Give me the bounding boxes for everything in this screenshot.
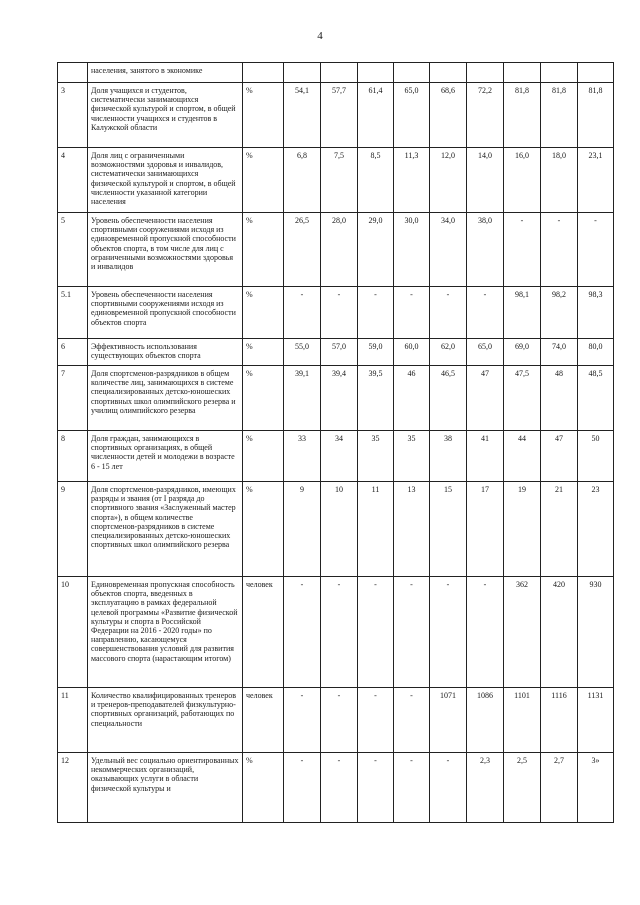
value-cell: 72,2 — [467, 83, 504, 148]
indicator-name-cell: Доля спортсменов-разрядников, имеющих разряды и звания (от I разряда до спортивного звания «Заслуженный мастер спорта»), в общем количестве спортсменов-разрядников в системе специализированных детско-юношеских спортивных школ олимпийского резерва — [88, 482, 243, 577]
unit-cell: % — [243, 83, 284, 148]
unit-cell: % — [243, 287, 284, 339]
value-cell: 930 — [578, 577, 614, 688]
value-cell: 7,5 — [321, 148, 358, 213]
indicator-name-cell: Доля учащихся и студентов, систематически занимающихся физической культурой и спортом, в общей численности учащихся и студентов в Калужской области — [88, 83, 243, 148]
row-number-cell: 6 — [58, 339, 88, 366]
value-cell: 17 — [467, 482, 504, 577]
unit-cell: человек — [243, 688, 284, 753]
value-cell: 28,0 — [321, 213, 358, 287]
value-cell: 34 — [321, 431, 358, 482]
row-number-cell: 7 — [58, 366, 88, 431]
value-cell: 12,0 — [430, 148, 467, 213]
value-cell: 98,2 — [541, 287, 578, 339]
table-row — [58, 339, 614, 366]
value-cell: - — [284, 287, 321, 339]
value-cell: 30,0 — [394, 213, 430, 287]
unit-cell: % — [243, 482, 284, 577]
value-cell: 81,8 — [578, 83, 614, 148]
value-cell: 362 — [504, 577, 541, 688]
value-cell: - — [321, 577, 358, 688]
value-cell: - — [578, 213, 614, 287]
value-cell — [321, 63, 358, 83]
value-cell: - — [358, 287, 394, 339]
value-cell: 81,8 — [541, 83, 578, 148]
indicator-name-cell: населения, занятого в экономике — [88, 63, 243, 83]
row-number-cell: 4 — [58, 148, 88, 213]
value-cell: - — [430, 577, 467, 688]
value-cell: 29,0 — [358, 213, 394, 287]
value-cell: 44 — [504, 431, 541, 482]
value-cell: 47 — [541, 431, 578, 482]
value-cell: - — [321, 753, 358, 823]
value-cell: 35 — [358, 431, 394, 482]
value-cell: 38,0 — [467, 213, 504, 287]
value-cell: 74,0 — [541, 339, 578, 366]
value-cell: 59,0 — [358, 339, 394, 366]
value-cell: 6,8 — [284, 148, 321, 213]
value-cell: 65,0 — [394, 83, 430, 148]
table-row — [58, 63, 614, 83]
value-cell: 50 — [578, 431, 614, 482]
row-number-cell: 5 — [58, 213, 88, 287]
value-cell: - — [541, 213, 578, 287]
value-cell: 16,0 — [504, 148, 541, 213]
value-cell: 57,7 — [321, 83, 358, 148]
value-cell: 35 — [394, 431, 430, 482]
value-cell: - — [394, 753, 430, 823]
value-cell: - — [430, 287, 467, 339]
value-cell: 57,0 — [321, 339, 358, 366]
value-cell: 34,0 — [430, 213, 467, 287]
value-cell: 19 — [504, 482, 541, 577]
value-cell: - — [394, 577, 430, 688]
value-cell: - — [394, 287, 430, 339]
value-cell: 1101 — [504, 688, 541, 753]
page-number: 4 — [317, 30, 323, 42]
indicator-name-cell: Доля граждан, занимающихся в спортивных организациях, в общей численности детей и молодежи в возрасте 6 - 15 лет — [88, 431, 243, 482]
indicator-name-cell: Удельный вес социально ориентированных некоммерческих организаций, оказывающих услуги в области физической культуры и — [88, 753, 243, 823]
value-cell: 1086 — [467, 688, 504, 753]
value-cell — [394, 63, 430, 83]
value-cell: 47,5 — [504, 366, 541, 431]
value-cell: 46,5 — [430, 366, 467, 431]
value-cell: - — [284, 753, 321, 823]
value-cell: 39,5 — [358, 366, 394, 431]
value-cell — [578, 63, 614, 83]
value-cell: 420 — [541, 577, 578, 688]
value-cell: 81,8 — [504, 83, 541, 148]
table-row — [58, 688, 614, 753]
value-cell: 1116 — [541, 688, 578, 753]
value-cell: 55,0 — [284, 339, 321, 366]
value-cell: - — [358, 753, 394, 823]
table-row — [58, 577, 614, 688]
table-row — [58, 431, 614, 482]
value-cell: 10 — [321, 482, 358, 577]
row-number-cell: 5.1 — [58, 287, 88, 339]
value-cell: 8,5 — [358, 148, 394, 213]
value-cell: 11,3 — [394, 148, 430, 213]
table-row — [58, 213, 614, 287]
value-cell: 26,5 — [284, 213, 321, 287]
value-cell: 38 — [430, 431, 467, 482]
indicator-name-cell: Уровень обеспеченности населения спортивными сооружениями исходя из единовременной пропускной способности объектов спорта, в том числе для лиц с ограниченными возможностями здоровья и инвалидов — [88, 213, 243, 287]
indicator-name-cell: Количество квалифицированных тренеров и тренеров-преподавателей физкультурно-спортивных организаций, работающих по специальности — [88, 688, 243, 753]
unit-cell: % — [243, 339, 284, 366]
value-cell: 54,1 — [284, 83, 321, 148]
table-row — [58, 366, 614, 431]
value-cell: 48,5 — [578, 366, 614, 431]
value-cell: 2,5 — [504, 753, 541, 823]
table-row — [58, 83, 614, 148]
value-cell: 39,4 — [321, 366, 358, 431]
indicators-table-body — [58, 63, 614, 823]
table-row — [58, 287, 614, 339]
row-number-cell: 10 — [58, 577, 88, 688]
value-cell: 65,0 — [467, 339, 504, 366]
unit-cell — [243, 63, 284, 83]
value-cell: - — [504, 213, 541, 287]
indicator-name-cell: Доля спортсменов-разрядников в общем количестве лиц, занимающихся в системе специализированных детско-юношеских спортивных школ олимпийского резерва и училищ олимпийского резерва — [88, 366, 243, 431]
value-cell: 2,7 — [541, 753, 578, 823]
value-cell: - — [358, 577, 394, 688]
value-cell: 80,0 — [578, 339, 614, 366]
value-cell — [467, 63, 504, 83]
value-cell: 48 — [541, 366, 578, 431]
value-cell: 9 — [284, 482, 321, 577]
value-cell: - — [321, 287, 358, 339]
value-cell: 39,1 — [284, 366, 321, 431]
row-number-cell: 11 — [58, 688, 88, 753]
value-cell: 69,0 — [504, 339, 541, 366]
value-cell: 23 — [578, 482, 614, 577]
value-cell: - — [467, 287, 504, 339]
value-cell: 3» — [578, 753, 614, 823]
value-cell: 47 — [467, 366, 504, 431]
value-cell: 21 — [541, 482, 578, 577]
value-cell: 14,0 — [467, 148, 504, 213]
value-cell: - — [394, 688, 430, 753]
value-cell: 1071 — [430, 688, 467, 753]
row-number-cell: 12 — [58, 753, 88, 823]
unit-cell: % — [243, 213, 284, 287]
value-cell: 61,4 — [358, 83, 394, 148]
indicator-name-cell: Эффективность использования существующих объектов спорта — [88, 339, 243, 366]
unit-cell: % — [243, 753, 284, 823]
value-cell: 41 — [467, 431, 504, 482]
row-number-cell: 3 — [58, 83, 88, 148]
unit-cell: % — [243, 366, 284, 431]
value-cell — [541, 63, 578, 83]
value-cell: - — [430, 753, 467, 823]
unit-cell: человек — [243, 577, 284, 688]
unit-cell: % — [243, 148, 284, 213]
value-cell: 68,6 — [430, 83, 467, 148]
row-number-cell — [58, 63, 88, 83]
value-cell — [358, 63, 394, 83]
value-cell: 60,0 — [394, 339, 430, 366]
value-cell: 15 — [430, 482, 467, 577]
value-cell: - — [284, 577, 321, 688]
value-cell — [284, 63, 321, 83]
indicators-table — [57, 62, 614, 823]
indicator-name-cell: Доля лиц с ограниченными возможностями здоровья и инвалидов, систематически занимающихся физической культурой и спортом, в общей численности указанной категории населения — [88, 148, 243, 213]
value-cell: 2,3 — [467, 753, 504, 823]
value-cell: - — [358, 688, 394, 753]
value-cell: 33 — [284, 431, 321, 482]
value-cell — [430, 63, 467, 83]
value-cell: 98,3 — [578, 287, 614, 339]
value-cell: - — [321, 688, 358, 753]
table-row — [58, 482, 614, 577]
row-number-cell: 9 — [58, 482, 88, 577]
indicator-name-cell: Уровень обеспеченности населения спортивными сооружениями исходя из единовременной пропускной способности объектов спорта — [88, 287, 243, 339]
value-cell: 46 — [394, 366, 430, 431]
value-cell: 62,0 — [430, 339, 467, 366]
value-cell: 13 — [394, 482, 430, 577]
value-cell: 1131 — [578, 688, 614, 753]
value-cell: 11 — [358, 482, 394, 577]
table-row — [58, 148, 614, 213]
unit-cell: % — [243, 431, 284, 482]
table-row — [58, 753, 614, 823]
value-cell: 98,1 — [504, 287, 541, 339]
value-cell — [504, 63, 541, 83]
indicator-name-cell: Единовременная пропускная способность объектов спорта, введенных в эксплуатацию в рамках федеральной целевой программы «Развитие физической культуры и спорта в Российской Федерации на 2016 - 2020 годы» по направлению, касающемуся совершенствования условий для развития массового спорта (нарастающим итогом) — [88, 577, 243, 688]
value-cell: 23,1 — [578, 148, 614, 213]
value-cell: - — [467, 577, 504, 688]
value-cell: 18,0 — [541, 148, 578, 213]
value-cell: - — [284, 688, 321, 753]
row-number-cell: 8 — [58, 431, 88, 482]
